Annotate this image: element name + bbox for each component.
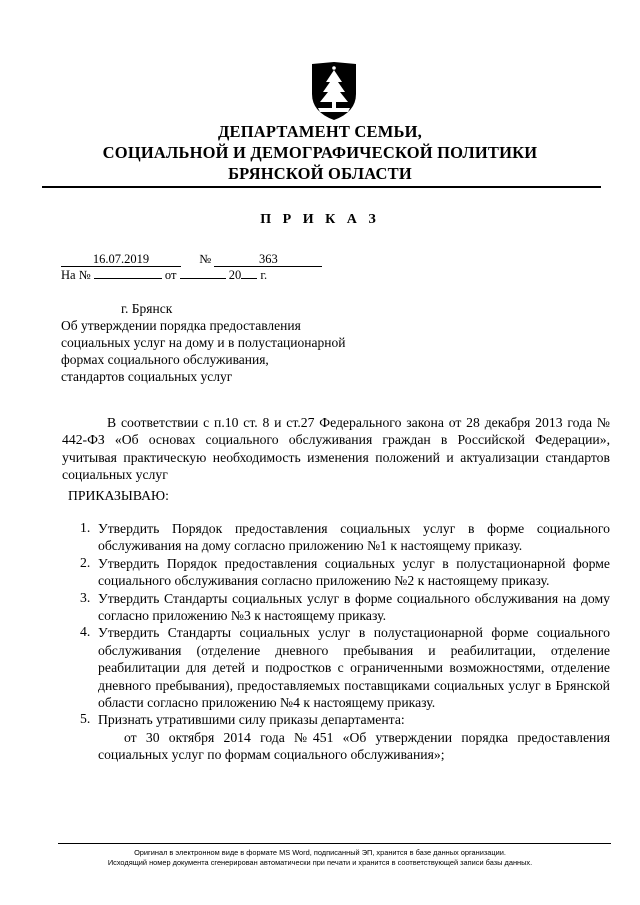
city: г. Брянск [121, 301, 173, 316]
ref-date-blank [180, 278, 226, 279]
year-blank [241, 278, 257, 279]
year-prefix: 20 [228, 268, 242, 282]
ref-label: На № [61, 268, 91, 282]
list-item [80, 624, 610, 711]
year-suffix: г. [260, 268, 268, 282]
subject-line-2: социальных услуг на дому и в полустационарной [61, 335, 346, 350]
coat-of-arms-icon [304, 60, 364, 122]
department-name-line2: СОЦИАЛЬНОЙ И ДЕМОГРАФИЧЕСКОЙ ПОЛИТИКИ [102, 143, 538, 162]
item-5-subitem: от 30 октября 2014 года №451 «Об утверждении порядка предоставления социальных услуг по формам социального обслуживания»; [98, 729, 610, 763]
list-item [80, 555, 610, 590]
subject-line-1: Об утверждении порядка предоставления [61, 318, 301, 333]
footer-divider [58, 843, 611, 844]
list-item [80, 590, 610, 625]
item-text: Утвердить Порядок предоставления социальных услуг в полустационарной форме социального обслуживания согласно приложению №2 к настоящему приказу. [98, 555, 610, 589]
ref-number-blank [94, 278, 162, 279]
footer-note-line1: Оригинал в электронном виде в формате MS Word, подписанный ЭП, хранится в базе данных организации. [134, 848, 506, 857]
footer-note-line2: Исходящий номер документа сгенерирован автоматически при печати и хранится в соответствующей записи базы данных. [107, 858, 533, 867]
item-text: Утвердить Стандарты социальных услуг в форме социального обслуживания на дому согласно приложению №3 к настоящему приказу. [98, 590, 610, 624]
item-number: 4. [80, 624, 91, 640]
item-text: Утвердить Порядок предоставления социальных услуг в форме социального обслуживания на дому согласно приложению №1 к настоящему приказу. [98, 521, 610, 554]
header-divider [42, 186, 601, 188]
order-date: 16.07.2019 [61, 253, 181, 267]
order-word: ПРИКАЗЫВАЮ: [68, 488, 169, 503]
item-number: 3. [80, 589, 91, 605]
order-title: П Р И К А З [260, 212, 380, 227]
preamble: В соответствии с п.10 ст. 8 и ст.27 Федерального закона от 28 декабря 2013 года № 442-ФЗ «Об основах социального обслуживания граждан в Российской Федерации», учитывая практическую необходимость изменения положений и актуализации стандартов социальных услуг [62, 415, 610, 483]
list-item [80, 711, 610, 763]
subject-line-3: формах социального обслуживания, [61, 352, 269, 367]
department-name-line1: ДЕПАРТАМЕНТ СЕМЬИ, [218, 122, 422, 141]
order-item-list [80, 520, 610, 764]
department-name-line3: БРЯНСКОЙ ОБЛАСТИ [228, 164, 412, 183]
item-number: 1. [80, 520, 91, 535]
item-text: Утвердить Стандарты социальных услуг в полустационарной форме социального обслуживания (отделение дневного пребывания и реабилитации, отделение реабилитации для детей и подростков с ограниченными возможностями, отделение дневного пребывания), предоставляемых поставщиками социальных услуг в Брянской области согласно приложению №4 к настоящему приказу. [98, 625, 610, 711]
item-text: Признать утратившими силу приказы департамента: [98, 712, 405, 728]
reference-line [61, 268, 267, 283]
order-number: 363 [214, 253, 322, 267]
subject-line-4: стандартов социальных услуг [61, 369, 233, 384]
number-label: № [199, 252, 212, 266]
item-number: 2. [80, 554, 91, 570]
order-date-number-line [61, 252, 322, 267]
list-item [80, 520, 610, 555]
item-number: 5. [80, 711, 91, 727]
from-label: от [164, 268, 177, 282]
